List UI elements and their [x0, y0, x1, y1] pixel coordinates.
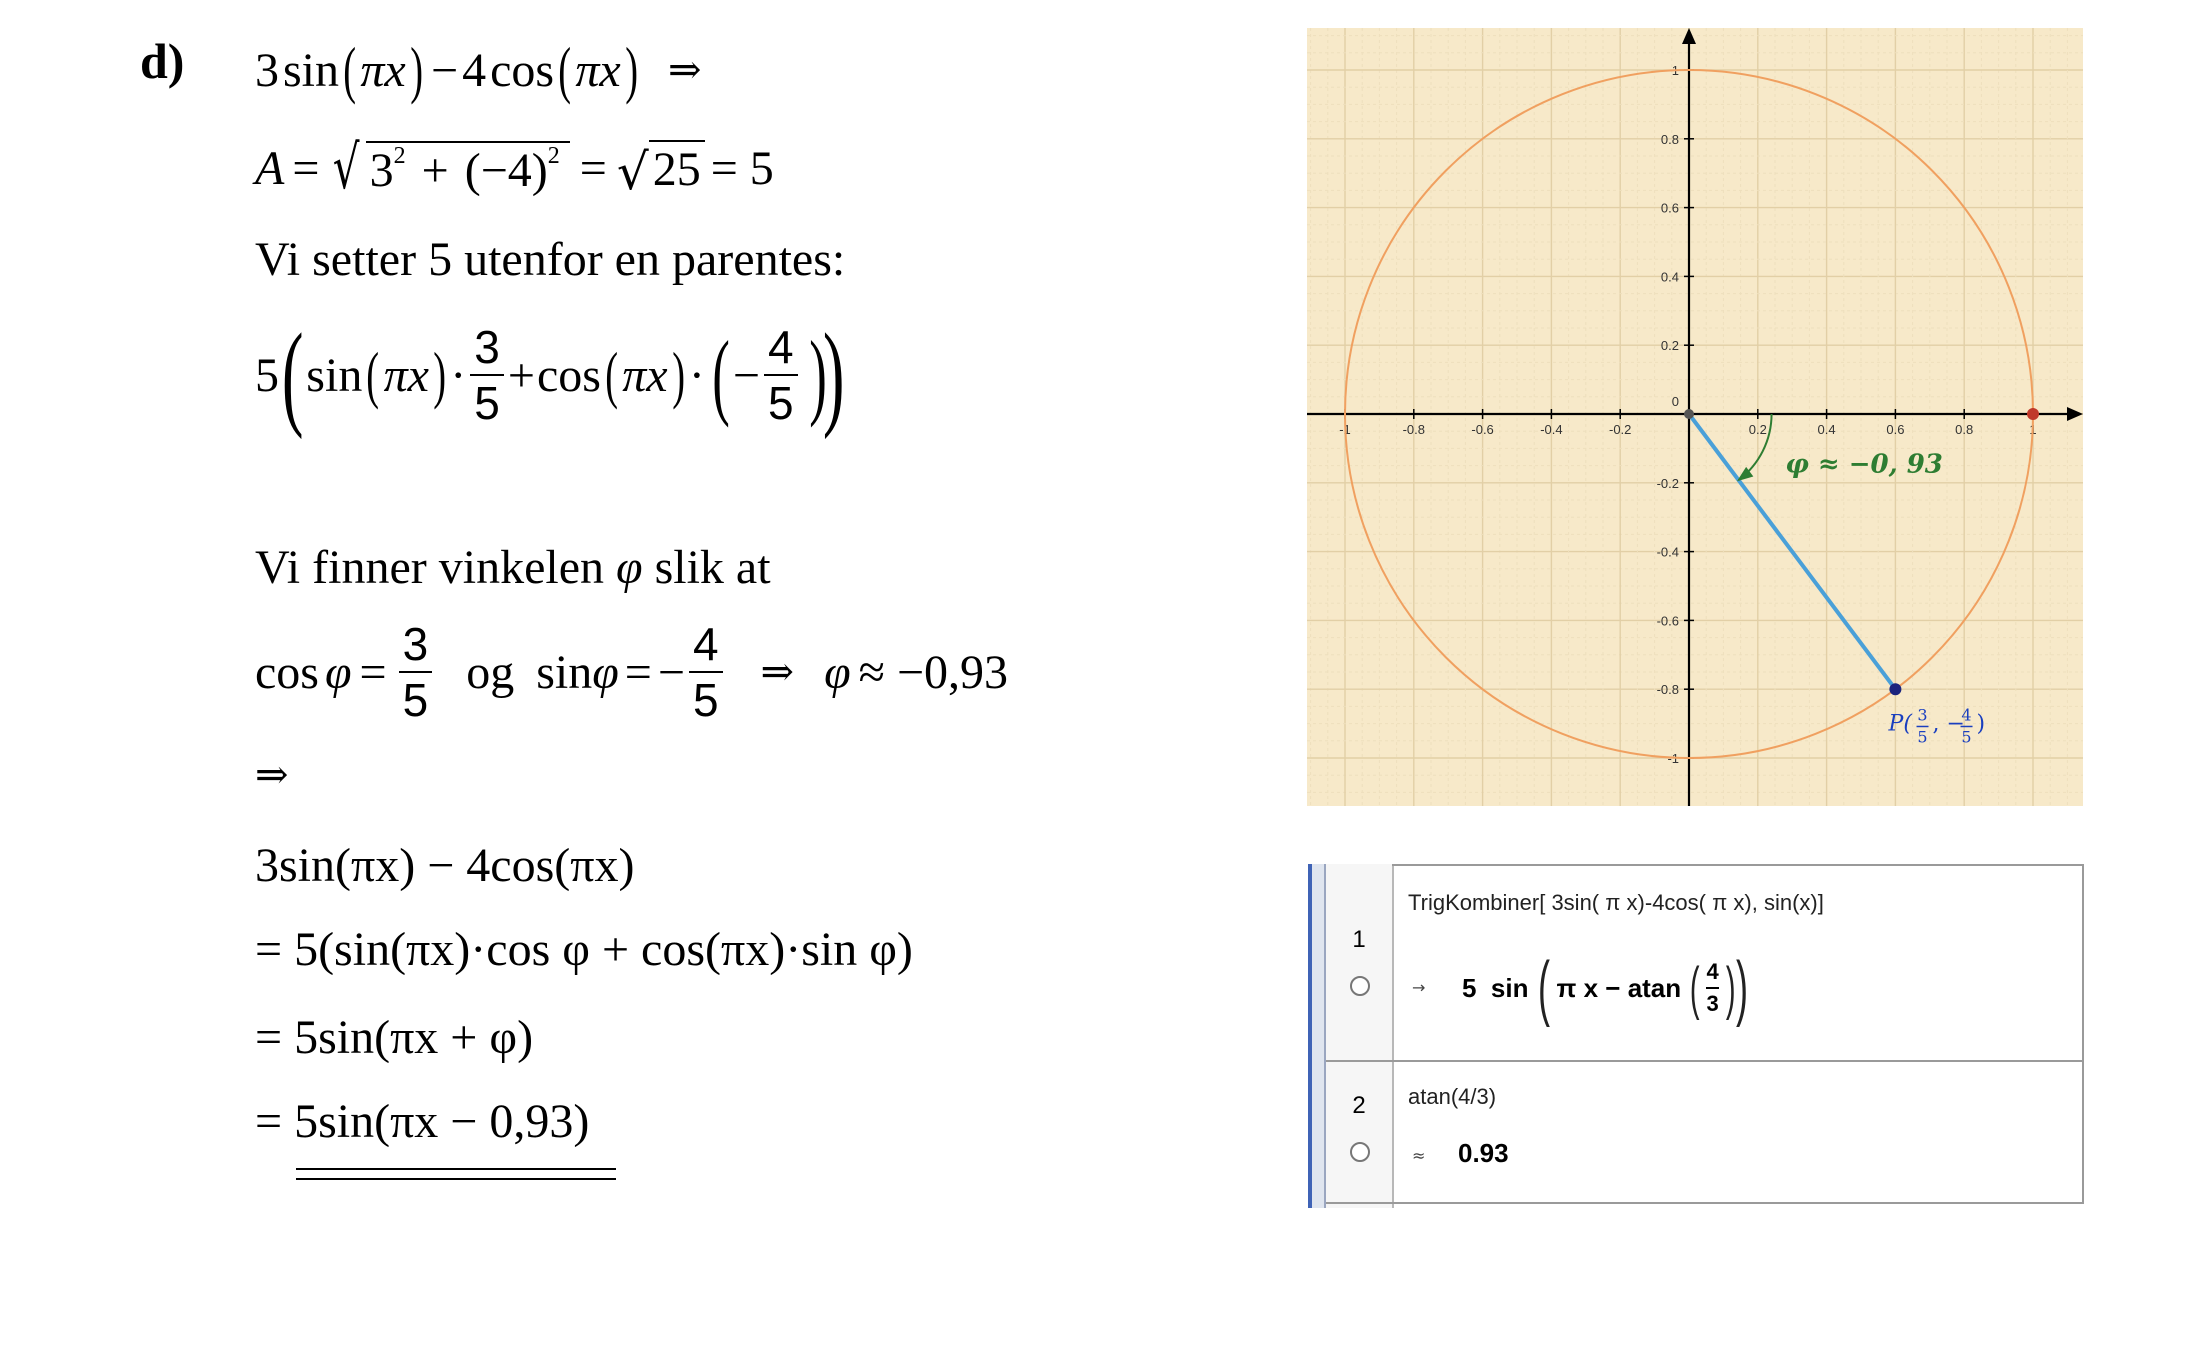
cas-row-input[interactable]: TrigKombiner[ 3sin( π x)-4cos( π x), sin(x)]	[1408, 890, 1824, 915]
origin-label: 0	[1671, 394, 1679, 409]
final-expression: = 5sin(πx − 0,93)	[255, 1095, 590, 1148]
implies-symbol: ⇒	[760, 649, 795, 695]
explanation-text: Vi setter 5 utenfor en parentes:	[255, 233, 846, 286]
line-1-expression	[255, 34, 702, 105]
point-label-sep: , −	[1932, 711, 1965, 737]
numerator: 4	[1706, 959, 1719, 984]
sin-fn: sin	[283, 43, 340, 97]
line-6-conditions	[255, 612, 1008, 732]
cas-row-separator	[1326, 1202, 2084, 1204]
cas-row-output	[1462, 948, 1754, 1028]
equals: =	[292, 141, 320, 195]
phi-symbol: φ	[324, 645, 352, 699]
expression: = 5sin(πx + φ)	[255, 1011, 534, 1064]
big-paren-close: )	[822, 309, 844, 440]
x-tick-label: -0.2	[1608, 422, 1632, 437]
phi-symbol: φ	[824, 645, 851, 699]
cos-fn: cos	[536, 348, 601, 402]
y-tick-label: -0.4	[1656, 544, 1679, 560]
cas-top-border	[1392, 864, 2084, 866]
factor-five: 5	[255, 348, 279, 402]
square-exp: 2	[547, 143, 560, 169]
line-8	[255, 838, 634, 893]
y-tick-label: 0.2	[1660, 338, 1679, 354]
paren-open: (	[712, 321, 730, 428]
fraction-4-5	[689, 618, 723, 726]
arg: πx	[360, 43, 406, 97]
x-tick-label: 0.4	[1817, 422, 1836, 437]
y-tick-label: 0.4	[1660, 269, 1679, 285]
explanation-text: Vi finner vinkelen	[255, 541, 605, 594]
phi-symbol: φ	[616, 541, 643, 594]
implies-symbol: ⇒	[255, 752, 289, 798]
sqrt-expression	[327, 133, 569, 203]
radicand: 25	[649, 140, 705, 197]
denominator: 5	[692, 674, 719, 726]
numerator: 3	[474, 321, 500, 373]
point-label-den1: 5	[1917, 727, 1928, 747]
paren: )	[433, 339, 447, 410]
y-tick-label: 0.6	[1660, 200, 1679, 216]
cas-row-radio-icon[interactable]	[1350, 1142, 1370, 1162]
radical-sign: √	[616, 142, 649, 201]
cas-row-number[interactable]: 1	[1352, 926, 1366, 953]
plus: +	[507, 348, 535, 402]
explanation-text: slik at	[654, 541, 771, 594]
cas-row-separator	[1326, 1060, 2084, 1062]
implies-symbol: ⇒	[668, 47, 702, 93]
equals: =	[624, 645, 652, 699]
point-label-den2: 5	[1961, 727, 1972, 747]
y-tick-label: 1	[1671, 63, 1679, 78]
cos-fn: cos	[255, 645, 319, 699]
cas-left-accent	[1308, 864, 1312, 1208]
line-3-text	[255, 232, 845, 287]
sin-fn: sin	[536, 645, 593, 699]
paren: )	[409, 34, 423, 105]
equals: =	[359, 645, 387, 699]
unit-circle-graph	[1307, 28, 2083, 806]
cas-evaluate-arrow-icon: →	[1412, 978, 1426, 997]
point-label-num1: 3	[1917, 705, 1928, 725]
fraction-4-5	[764, 321, 798, 429]
y-tick-label: -1	[1667, 751, 1679, 766]
fraction-bar	[764, 374, 798, 376]
origin-point	[1684, 409, 1694, 419]
minus: −	[732, 348, 760, 402]
sin-fn: sin	[306, 348, 363, 402]
point-label-suffix: )	[1976, 711, 1986, 737]
big-paren-open: (	[281, 309, 304, 440]
cas-row-input[interactable]: atan(4/3)	[1408, 1084, 1497, 1109]
y-tick-label: -0.6	[1656, 613, 1679, 629]
neg-four: (−4)	[464, 144, 548, 197]
arg: πx	[622, 348, 668, 402]
cas-row-radio-icon[interactable]	[1350, 976, 1370, 996]
plus: +	[421, 144, 449, 197]
fraction-3-5	[470, 321, 504, 429]
x-tick-label: -0.6	[1471, 422, 1494, 437]
output-fraction	[1706, 959, 1718, 1017]
x-tick-label: -0.4	[1540, 422, 1563, 437]
point-label-prefix: P(	[1888, 711, 1912, 737]
og-word: og	[466, 645, 515, 699]
output-prefix: 5 sin	[1462, 972, 1529, 1003]
x-tick-label: 1	[2029, 422, 2037, 437]
numerator: 3	[402, 618, 429, 670]
angle-label: φ ≈ −0, 93	[1785, 449, 1943, 480]
expression: = 5(sin(πx)·cos φ + cos(πx)·sin φ)	[255, 923, 913, 976]
paren: )	[1725, 955, 1736, 1021]
cas-row-output: 0.93	[1458, 1138, 1509, 1168]
result: = 5	[710, 141, 774, 195]
cas-right-border	[2082, 864, 2084, 1204]
x-tick-label: -1	[1339, 422, 1351, 437]
y-tick-label: -0.2	[1656, 475, 1679, 491]
double-underline	[296, 1168, 616, 1180]
numerator: 4	[692, 618, 719, 670]
cas-panel	[1308, 864, 2084, 1208]
paren: )	[671, 339, 685, 410]
fraction-bar	[399, 671, 433, 673]
numerator: 4	[767, 321, 794, 373]
line-4-factored	[255, 300, 853, 450]
dot: ·	[688, 348, 705, 402]
equals: =	[579, 141, 607, 195]
part-label: d)	[140, 33, 185, 89]
sqrt-25	[616, 140, 705, 201]
line-2-amplitude	[255, 133, 774, 203]
phi-result: ≈ −0,93	[858, 645, 1009, 699]
paren-close: )	[808, 321, 827, 428]
minus: −	[657, 645, 685, 699]
three: 3	[369, 144, 394, 197]
point-p	[1889, 683, 1901, 695]
cas-row-number[interactable]: 2	[1352, 1092, 1366, 1119]
denominator: 3	[1706, 991, 1719, 1016]
denominator: 5	[767, 377, 794, 429]
paren: (	[1689, 955, 1700, 1021]
x-tick-label: 0.8	[1955, 422, 1974, 437]
phi-symbol: φ	[592, 645, 619, 699]
output-mid: π x − atan	[1556, 972, 1682, 1003]
arg: πx	[575, 43, 621, 97]
minus: −	[431, 43, 459, 97]
radical-sign: √	[333, 133, 360, 203]
denominator: 5	[402, 674, 429, 726]
paren: (	[343, 34, 357, 105]
amplitude-symbol: A	[255, 141, 285, 195]
y-tick-label: 0.8	[1660, 131, 1679, 147]
coef: 4	[462, 43, 487, 97]
point-one	[2027, 408, 2039, 420]
line-11	[255, 1094, 589, 1149]
dot: ·	[450, 348, 467, 402]
fraction-3-5	[399, 618, 433, 726]
square-exp: 2	[393, 143, 406, 169]
paren: (	[558, 34, 572, 105]
y-tick-label: -0.8	[1656, 682, 1679, 698]
denominator: 5	[474, 377, 500, 429]
coef: 3	[255, 43, 279, 97]
cas-approx-icon: ≈	[1412, 1146, 1426, 1165]
x-tick-label: 0.6	[1886, 422, 1905, 437]
point-label-num2: 4	[1961, 705, 1972, 725]
fraction-bar	[689, 671, 723, 673]
paren: (	[1538, 948, 1551, 1028]
cos-fn: cos	[490, 43, 555, 97]
radicand	[366, 141, 570, 198]
fraction-bar	[470, 374, 504, 376]
line-5-text	[255, 540, 771, 595]
x-tick-label: -0.8	[1402, 422, 1426, 437]
fraction-bar	[1706, 987, 1718, 989]
line-7-implies	[255, 752, 289, 798]
line-9	[255, 922, 913, 977]
paren: )	[1736, 948, 1749, 1028]
paren: )	[624, 34, 638, 105]
expression: 3sin(πx) − 4cos(πx)	[255, 839, 635, 892]
x-tick-label: 0.2	[1748, 422, 1767, 437]
arg: πx	[383, 348, 429, 402]
paren: (	[605, 339, 618, 410]
paren: (	[366, 339, 380, 410]
line-10	[255, 1010, 533, 1065]
